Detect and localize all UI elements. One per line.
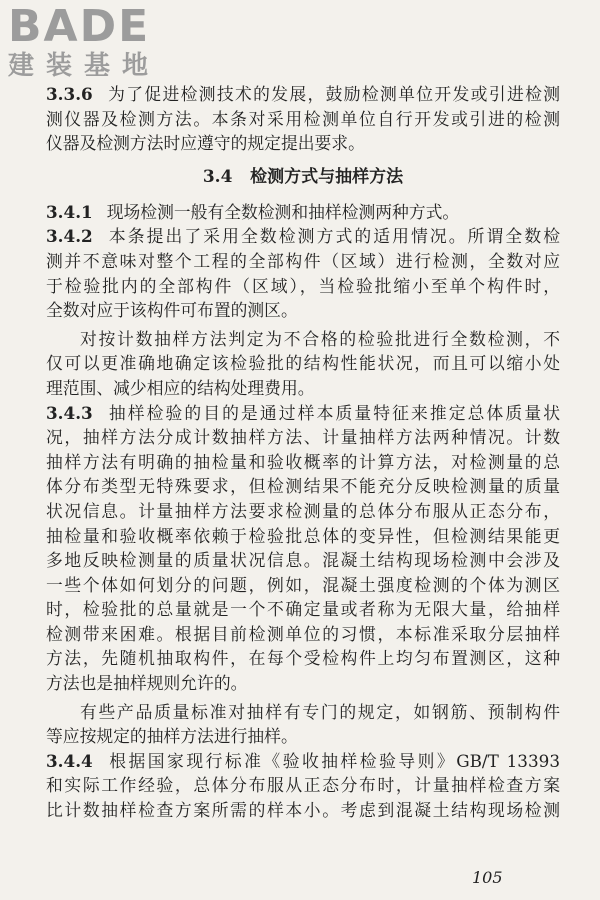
text-line: 等应按规定的抽样方法进行抽样。 <box>46 726 298 747</box>
text-line: 全数对应于该构件可布置的测区。 <box>46 300 298 321</box>
watermark-logo <box>8 1 178 86</box>
paragraph-3-4-3-continued <box>46 700 560 749</box>
text-line: 和实际工作经验，总体分布服从正态分布时，计量抽样检查方案 <box>46 775 560 796</box>
watermark-subtitle: 建装基地 <box>8 51 161 81</box>
text-line: 方法也是抽样规则允许的。 <box>46 673 248 694</box>
text-line: 3.4.4 根据国家现行标准《验收抽样检验导则》GB/T 13393 <box>46 750 560 771</box>
paragraph-3-4-2-continued <box>46 327 560 401</box>
clause-number: 3.4.2 <box>46 226 93 247</box>
text-line: 比计数抽样检查方案所需的样本小。考虑到混凝土结构现场检测 <box>46 800 560 821</box>
text-line: 时，检验批的总量就是一个不确定量或者称为无限大量，给抽样 <box>46 599 560 620</box>
clause-number: 3.4.3 <box>46 402 93 423</box>
text-line: 测仪器及检测方法。本条对采用检测单位自行开发或引进的检测 <box>46 108 560 129</box>
section-heading <box>46 164 560 190</box>
text-line: 3.4.1 现场检测一般有全数检测和抽样检测两种方式。 <box>46 201 460 222</box>
clause-3-3-6 <box>46 82 560 156</box>
clause-number: 3.4.1 <box>46 201 93 222</box>
clause-3-4-3 <box>46 401 560 696</box>
clause-number: 3.3.6 <box>46 84 93 104</box>
text-line: 检测带来困难。根据目前检测单位的习惯，本标准采取分层抽样 <box>46 623 560 644</box>
text-line: 一些个体如何划分的问题，例如，混凝土强度检测的个体为测区 <box>46 574 560 595</box>
text-line: 理范围、减少相应的结构处理费用。 <box>46 377 315 398</box>
text-line: 仅可以更准确地确定该检验批的结构性能状况，而且可以缩小处 <box>46 353 560 374</box>
text-line: 抽检量和验收概率依赖于检验批总体的变异性，但检测结果能更 <box>46 525 560 546</box>
text-line: 于检验批内的全部构件（区域），当检验批缩小至单个构件时， <box>46 275 560 296</box>
text-line: 多地反映检测量的质量状况信息。混凝土结构现场检测中会涉及 <box>46 550 560 571</box>
clause-number: 3.4.4 <box>46 750 93 771</box>
text-line: 状况信息。计量抽样方法要求检测量的总体分布服从正态分布， <box>46 500 560 521</box>
section-title: 检测方式与抽样方法 <box>250 166 404 187</box>
clause-3-4-1 <box>46 200 560 225</box>
text-line: 3.4.2 本条提出了采用全数检测方式的适用情况。所谓全数检 <box>46 226 560 247</box>
text-line: 有些产品质量标准对抽样有专门的规定，如钢筋、预制构件 <box>80 701 560 722</box>
text-line: 3.4.3 抽样检验的目的是通过样本质量特征来推定总体质量状 <box>46 402 560 423</box>
text-line: 方法，先随机抽取构件，在每个受检构件上均匀布置测区，这种 <box>46 648 560 669</box>
watermark-brand: BADE <box>8 1 151 52</box>
section-number: 3.4 <box>202 166 233 187</box>
text-line: 抽样方法有明确的抽检量和验收概率的计算方法，对检测量的总 <box>46 451 560 472</box>
text-line: 3.3.6 为了促进检测技术的发展，鼓励检测单位开发或引进检测 <box>46 84 560 104</box>
text-line: 仪器及检测方法时应遵守的规定提出要求。 <box>46 133 365 154</box>
text-line: 况，抽样方法分成计数抽样方法、计量抽样方法两种情况。计数 <box>46 427 560 448</box>
text-line: 体分布类型无特殊要求，但检测结果不能充分反映检测量的质量 <box>46 476 560 497</box>
clause-3-4-2 <box>46 224 560 322</box>
page-body <box>46 82 560 823</box>
clause-3-4-4 <box>46 749 560 823</box>
text-line: 对按计数抽样方法判定为不合格的检验批进行全数检测，不 <box>80 328 560 349</box>
text-line: 测并不意味对整个工程的全部构件（区域）进行检测，全数对应 <box>46 250 560 271</box>
page-number: 105 <box>472 868 503 887</box>
